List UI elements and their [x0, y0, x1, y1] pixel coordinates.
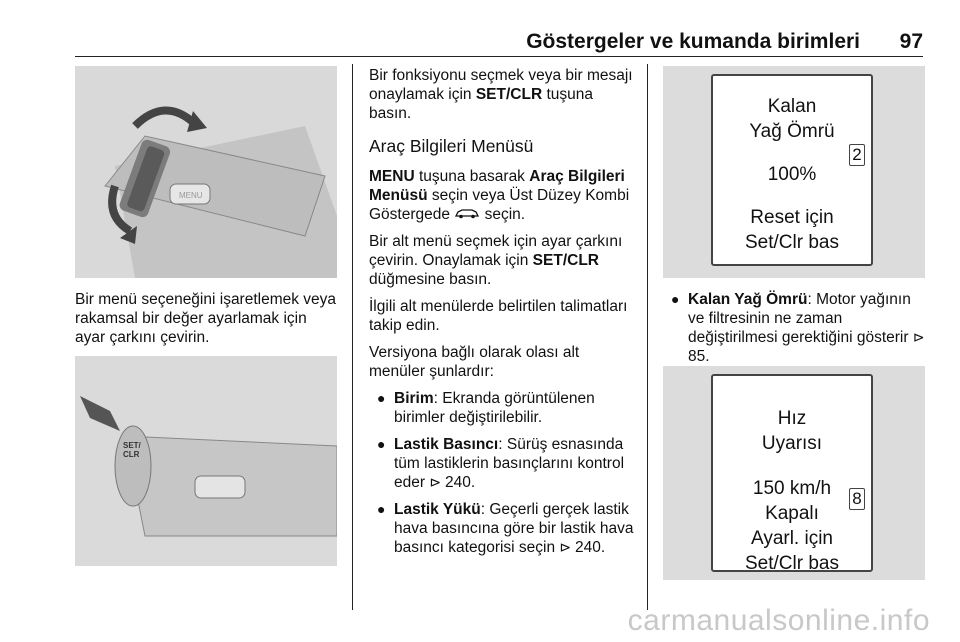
stalk-setclr-image	[75, 356, 337, 566]
paragraph-set-clr	[369, 66, 635, 123]
display-oil-life	[711, 74, 873, 266]
page-header-title: Göstergeler ve kumanda birimleri	[526, 30, 860, 53]
bullet-term: Kalan Yağ Ömrü	[688, 291, 808, 308]
page-ref-link[interactable]: 85.	[688, 348, 710, 365]
display-line: Kapalı	[765, 503, 819, 524]
bullet-text: : Sürüş esnasında tüm lastiklerin basınçlarını kontrol eder	[394, 436, 625, 491]
p2-bold2: Araç Bilgileri Menüsü	[369, 168, 625, 204]
p1-bold: SET/CLR	[475, 86, 543, 103]
bullet-dot: ●	[377, 501, 386, 517]
header-rule	[75, 56, 923, 57]
bullet-text: : Motor yağının ve filtresinin ne zaman değiştirilmesi gerektiğini gösterir	[688, 291, 913, 346]
bullet-dot: ●	[377, 390, 386, 406]
page-ref-link[interactable]: 240.	[575, 539, 606, 556]
car-icon	[454, 206, 480, 223]
display-line: Kalan	[767, 96, 817, 117]
column-divider-right	[647, 64, 648, 610]
p2-bold1: MENU	[369, 168, 415, 185]
display-page-badge: 8	[849, 488, 865, 510]
bullet-dot: ●	[671, 291, 680, 307]
display-line: 100%	[767, 164, 817, 185]
bullet-term: Birim	[394, 390, 434, 407]
page-number: 97	[899, 30, 923, 53]
display-line: 150 km/h	[752, 478, 832, 499]
column-divider-left	[352, 64, 353, 610]
display-line: Yağ Ömrü	[749, 121, 835, 142]
list-item-birim	[369, 389, 635, 427]
section-heading: Araç Bilgileri Menüsü	[369, 136, 534, 156]
stalk-wheel-illustration	[75, 66, 337, 278]
middle-column	[369, 66, 635, 565]
paragraph-menu	[369, 167, 635, 224]
paragraph-submenu	[369, 232, 635, 289]
display-line: Uyarısı	[761, 433, 823, 454]
display-line: Set/Clr bas	[745, 553, 839, 574]
display-line: Reset için	[750, 207, 834, 228]
display-line: Ayarl. için	[750, 528, 833, 549]
image-clr-label: CLR	[123, 450, 140, 459]
arrow-ref-icon: ⊳	[912, 329, 925, 345]
arrow-ref-icon: ⊳	[429, 474, 445, 490]
bullet-term: Lastik Yükü	[394, 501, 481, 518]
stalk-setclr-illustration	[75, 356, 337, 566]
p2-text1: tuşuna basarak	[414, 168, 530, 185]
display-speed-warning	[711, 374, 873, 572]
p2-text2: seçin veya Üst Düzey Kombi Göstergede	[369, 187, 630, 223]
display-line: Hız	[777, 408, 807, 429]
watermark: carmanualsonline.info	[627, 604, 930, 637]
image-set-label: SET/	[123, 441, 141, 450]
left-caption: Bir menü seçeneğini işaretlemek veya rakamsal bir değer ayarlamak için ayar çarkını çevirin.	[75, 291, 337, 346]
p2-text3: seçin.	[480, 206, 526, 223]
bullet-term: Lastik Basıncı	[394, 436, 499, 453]
display-speed-warning-image	[663, 366, 925, 580]
p1-text: Bir fonksiyonu seçmek veya bir mesajı onaylamak için	[369, 67, 633, 103]
list-item-lastik-basinci	[369, 435, 635, 492]
p3-end: düğmesine basın.	[369, 271, 492, 288]
image-menu-label: MENU	[179, 191, 203, 200]
paragraph-versions: Versiyona bağlı olarak olası alt menüler şunlardır:	[369, 344, 580, 380]
bullet-text: : Ekranda görüntülenen birimler değiştirilebilir.	[394, 390, 595, 426]
bullet-text: : Geçerli gerçek lastik hava basıncına göre bir lastik hava basıncı kategorisi seçin	[394, 501, 634, 556]
stalk-wheel-image	[75, 66, 337, 278]
right-bullet-block	[663, 290, 928, 374]
p1-end: tuşuna basın.	[369, 86, 593, 122]
p3-bold: SET/CLR	[532, 252, 599, 269]
display-page-badge: 2	[849, 144, 865, 166]
bullet-dot: ●	[377, 436, 386, 452]
page-ref-link[interactable]: 240.	[444, 474, 476, 491]
paragraph-instructions: İlgili alt menülerde belirtilen talimatları takip edin.	[369, 298, 628, 334]
p3-text: Bir alt menü seçmek için ayar çarkını çevirin. Onaylamak için	[369, 233, 623, 269]
list-item-kalan-yag-omru	[663, 290, 928, 366]
list-item-lastik-yuku	[369, 500, 635, 557]
display-line: Set/Clr bas	[745, 232, 839, 253]
arrow-ref-icon: ⊳	[559, 539, 576, 555]
display-oil-life-image	[663, 66, 925, 278]
